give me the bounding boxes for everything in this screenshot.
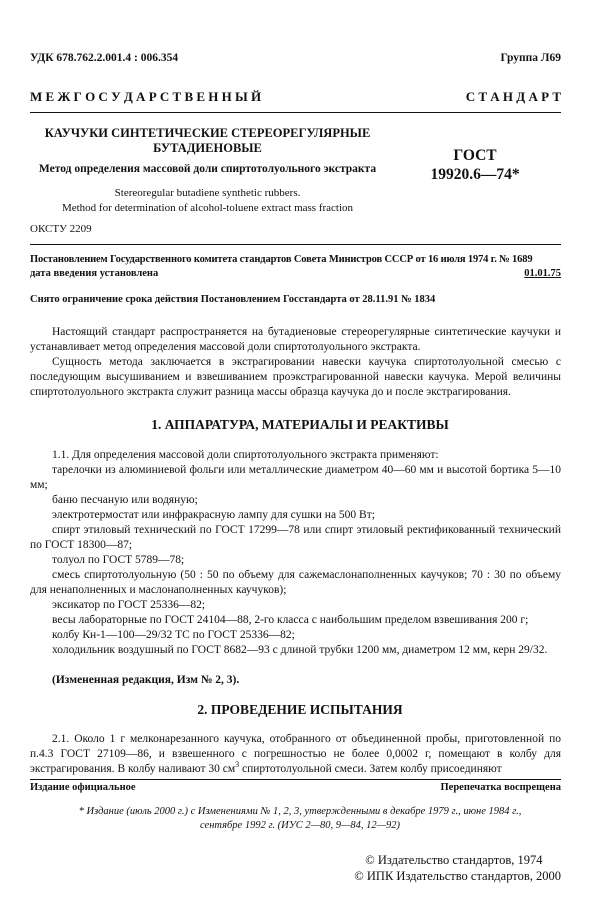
footer-rule [30,779,561,780]
unit-superscript: 3 [235,760,240,770]
equipment-item: весы лабораторные по ГОСТ 24104—88, 2-го класса с наибольшим пределом взвешивания 200 г; [52,614,529,626]
section-2-paragraph [30,732,561,778]
gost-number: 19920.6—74* [430,166,520,183]
copyright-2000: © ИПК Издательство стандартов, 2000 [354,869,561,883]
reprint-notice: Перепечатка воспрещена [440,782,561,793]
equipment-item: холодильник воздушный по ГОСТ 8682—93 с длиной трубки 1200 мм, диаметром 12 мм, керн 29/32. [52,644,548,656]
copyright-1974: © Издательство стандартов, 1974 [365,853,543,867]
group-code: Группа Л69 [500,52,561,64]
copyright-block [354,852,561,884]
intro-paragraph-2: Сущность метода заключается в экстрагировании навески каучука спиртотолуольной смесью с последующим высушиванием и взвешиванием проэкстрагированной навески каучука. Мерой величины спиртотолуольного экстракта служит разница массы образца каучука до и после экстрагирования. [30,356,561,399]
okstu-rule [30,244,561,245]
decree-line-2: дата введения установлена [30,268,159,279]
equipment-item: колбу Кн-1—100—29/32 ТС по ГОСТ 25336—82; [52,629,295,641]
equipment-item: толуол по ГОСТ 5789—78; [52,554,185,566]
title-line-1: КАУЧУКИ СИНТЕТИЧЕСКИЕ СТЕРЕОРЕГУЛЯРНЫЕ [44,126,371,140]
edition-note [0,805,600,833]
title-block [30,126,385,156]
section-2-heading: 2. ПРОВЕДЕНИЕ ИСПЫТАНИЯ [197,702,403,717]
official-edition: Издание официальное [30,782,136,793]
edition-note-line-1: * Издание (июль 2000 г.) с Изменениями № 1, 2, 3, утвержденными в декабре 1979 г., июне 1984 г., [78,806,522,817]
equipment-item: тарелочки из алюминиевой фольги или металлические диаметром 40—60 мм и высотой бортика 5—10 мм; [30,464,561,492]
decree-date: 01.01.75 [524,268,561,279]
english-title-line-2: Method for determination of alcohol-toluene extract mass fraction [61,202,354,214]
udk-code: УДК 678.762.2.001.4 : 006.354 [30,52,179,64]
equipment-item: спирт этиловый технический по ГОСТ 17299—78 или спирт этиловый ректификованный технический по ГОСТ 18300—87; [30,524,561,552]
equipment-item: эксикатор по ГОСТ 25336—82; [52,599,206,611]
standard-type-left: М Е Ж Г О С У Д А Р С Т В Е Н Н Ы Й [30,89,262,104]
english-title [30,186,385,216]
section-2-text: 2.1. Около 1 г мелконарезанного каучука, отобранного от объединенной пробы, приготовленной по п.4.3 ГОСТ 27109—86, и взвешенного с погрешностью не более 0,0002 г, помещают в колбу для экстрагирования. В колбу наливают 30 см [30,733,561,776]
equipment-item: электротермостат или инфракрасную лампу для сушки на 500 Вт; [52,509,375,521]
gost-block [420,146,530,184]
edition-note-line-2: сентябре 1992 г. (ИУС 2—80, 9—84, 12—92) [200,820,400,831]
standard-type-right: С Т А Н Д А Р Т [465,89,561,104]
restriction-note: Снято ограничение срока действия Постановлением Госстандарта от 28.11.91 № 1834 [30,294,436,305]
section-1-lead: 1.1. Для определения массовой доли спиртотолуольного экстракта применяют: [52,449,439,461]
equipment-item: баню песчаную или водяную; [52,494,198,506]
title-line-2: БУТАДИЕНОВЫЕ [153,141,262,155]
method-title: Метод определения массовой доли спиртотолуольного экстракта [38,163,377,175]
decree-line-1: Постановлением Государственного комитета стандартов Совета Министров СССР от 16 июля 1974 г. № 1689 [30,254,533,265]
intro-paragraph-1: Настоящий стандарт распространяется на бутадиеновые стереорегулярные синтетические каучуки и устанавливает метод определения массовой доли спиртотолуольного экстракта. [30,326,561,354]
english-title-line-1: Stereoregular butadiene synthetic rubbers. [114,187,301,199]
section-1-heading: 1. АППАРАТУРА, МАТЕРИАЛЫ И РЕАКТИВЫ [151,417,449,432]
okstu-code: ОКСТУ 2209 [30,223,92,235]
section-2-text-cont: спиртотолуольной смеси. Затем колбу присоединяют [239,763,502,776]
header-rule [30,112,561,113]
amendment-note: (Измененная редакция, Изм № 2, 3). [52,674,240,686]
gost-label: ГОСТ [453,147,497,164]
equipment-item: смесь спиртотолуольную (50 : 50 по объему для сажемаслонаполненных каучуков; 70 : 30 по объему для ненаполненных и маслонаполненных каучуков); [30,569,561,597]
